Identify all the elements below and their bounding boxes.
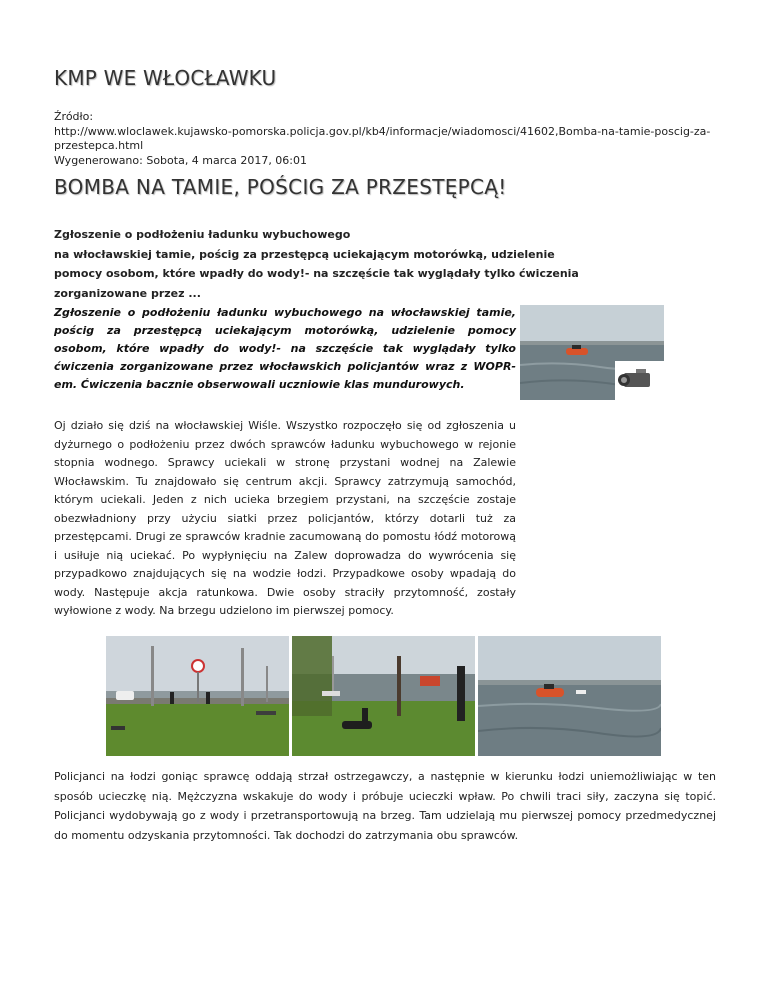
site-title: KMP WE WŁOCŁAWKU <box>54 66 277 90</box>
gallery-photo[interactable] <box>292 636 475 756</box>
source-url-link[interactable]: http://www.wloclawek.kujawsko-pomorska.policja.gov.pl/kb4/informacje/wiadomosci/41602,Bomba-na-tamie-poscig-za-przestepca.html <box>54 124 711 152</box>
lead-line: pomocy osobom, które wpadły do wody!- na szczęście tak wyglądały tylko ćwiczenia <box>54 267 579 280</box>
lead-line: na włocławskiej tamie, pościg za przestępcą uciekającym motorówką, udzielenie <box>54 247 555 261</box>
lead-line: Zgłoszenie o podłożeniu ładunku wybuchowego <box>54 228 351 241</box>
source-label: Źródło: <box>54 110 94 123</box>
lead-line: zorganizowane przez ... <box>54 286 201 300</box>
article-body-2: Policjanci na łodzi goniąc sprawcę oddają strzał ostrzegawczy, a następnie w kierunku łodzi uniemożliwiając w ten sposób ucieczkę nią. Mężczyzna wskakuje do wody i próbuje ucieczki wpław. Po chwili traci siły, zaczyna się topić. Policjanci wydobywają go z wody i przetransportowują na brzeg. Tam udzielają mu pierwszej pomocy przedmedycznej do momentu odzyskania przytomności. Tak dochodzi do zatrzymania obu sprawców. <box>54 770 716 842</box>
article-title: BOMBA NA TAMIE, POŚCIG ZA PRZESTĘPCĄ! <box>54 175 507 199</box>
thumbnail-photo[interactable] <box>520 305 664 400</box>
article-body-1: Oj działo się dziś na włocławskiej Wiśle. Wszystko rozpoczęło się od zgłoszenia u dyżurnego o podłożeniu przez dwóch sprawców ładunku wybuchowego w rejonie stopnia wodnego. Sprawcy uciekali w stronę przystani wodnej na Zalewie Włocławskim. Tu znajdowało się centrum akcji. Sprawcy zatrzymują samochód, którym uciekali. Jeden z nich ucieka brzegiem przystani, na szczęście zostaje obezwładniony przy użyciu siatki przez policjantów, którzy dotarli tuż za przestępcami. Drugi ze sprawców kradnie zacumowaną do pomostu łódź motorową i usiłuje nią uciekać. Po wypłynięciu na Zalew doprowadza do wywrócenia się przypadkowo znajdujących się na wodzie łodzi. Przypadkowe osoby wpadają do wody. Następuje akcja ratunkowa. Dwie osoby straciły przytomność, zostały wyłowione z wody. Na brzegu udzielono im pierwszej pomocy. <box>54 419 516 617</box>
generated-date: Wygenerowano: Sobota, 4 marca 2017, 06:01 <box>54 153 308 167</box>
source-meta <box>54 110 716 168</box>
gallery-photo[interactable] <box>478 636 661 756</box>
article-lead <box>54 225 614 303</box>
gallery-photo[interactable] <box>106 636 289 756</box>
article-intro: Zgłoszenie o podłożeniu ładunku wybuchowego na włocławskiej tamie, pościg za przestępcą uciekającym motorówką, udzielenie pomocy osobom, które wpadły do wody!- na szczęście tak wyglądały tylko ćwiczenia zorganizowane przez włocławskich policjantów wraz z WOPR-em. Ćwiczenia bacznie obserwowali uczniowie klas mundurowych. <box>54 306 516 391</box>
photo-gallery <box>106 636 661 756</box>
